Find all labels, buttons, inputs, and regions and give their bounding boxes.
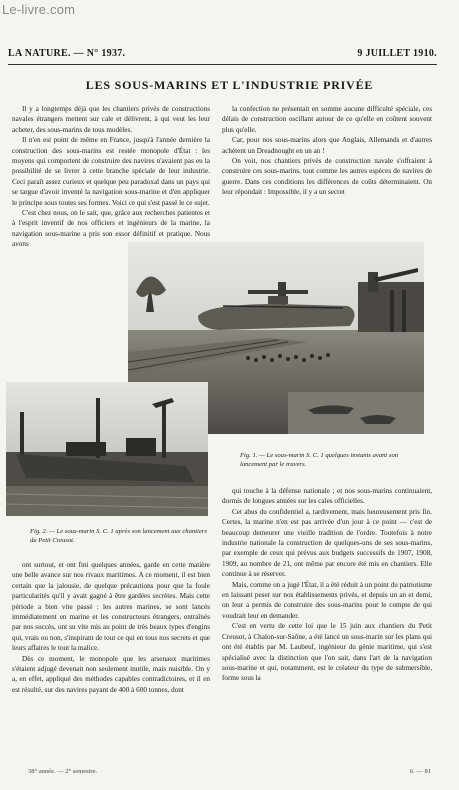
issue-date: 9 JUILLET 1910. (357, 48, 437, 59)
paragraph: Car, pour nos sous-marins alors que Anglais, Allemands et d'autres achètent un Dreadnought en un an ! (222, 136, 432, 155)
paragraph: Il y a longtemps déjà que les chantiers privés de constructions navales étrangers mettent sur cale et délivrent, à qui veut les leur acheter, des sous-marins de tous modèles. (12, 105, 210, 134)
figure-2-caption: Fig. 2. — Le sous-marin S. C. 1 après son lancement aux chantiers du Petit Creusot. (30, 528, 207, 544)
paragraph: C'est en vertu de cette loi que le 15 juin aux chantiers du Petit Creusot, à Chalon-sur-Saône, a été lancé un sous-marin sur les plans qui ont été établis par M. Laubeuf, ingénieur du génie maritime, qui s'est spécialisé avec la distinction que l'on sait, dans l'art de la navigation sous-marine et qui, notamment, est le créateur du type de submersible, forme sous la (222, 622, 432, 683)
submarine-afloat-image (6, 382, 208, 516)
paragraph: qui touche à la défense nationale ; et nos sous-marins continuaient, dormis de longues années sur les cales officielles. (222, 487, 432, 506)
paragraph: Il n'en est point de même en France, jusqu'à l'année dernière la construction des sous-marins est restée monopole d'État : les moyens qui comportent de construire des navires n'avaient pas eu la possibilité de se livrer à cette branche spéciale de leur industrie. Ceci paraît assez curieux et quelque peu paradoxal dans un pays qui se targue d'avoir inventé la navigation sous-marine et d'en appliquer le principe sous toutes ses formes. Voici ce qui s'est passé le ce sujet. (12, 136, 210, 207)
paragraph: ont surtout, et ont fini quelques années, garde en cette matière une belle avance sur nos rivaux maritimes. A ce moment, il est bien certain que la jalousie, de quelque précautions pour que la foule particularités qu'il y avait gagné à être gardées secrètes. Mais cette période a bien vite passé : les autres marines, se sont lancés immédiatement en marine et les constructeurs étrangers, entraînés par nos succès, ont su vite mis au point de très beaux types d'engins qui, vrais ou non, s'inspirant de tout ce qui en tous nos secrets et que leurs affaires le tout la malice. (12, 561, 210, 653)
paragraph: C'est chez nous, on le sait, que, grâce aux recherches patientes et à l'esprit inventif de nos officiers et ingénieurs de la marine, la navigation sous-marine a pris son essor définitif et pratique. Nous avons (12, 209, 210, 249)
page-footer (28, 768, 431, 775)
submarine-afloat-photo (6, 382, 208, 516)
figure-1-caption: Fig. 1. — Le sous-marin S. C. 1 quelques instants avant son lancement par le travers. (240, 452, 399, 468)
volume-info: 38° année. — 2° semestre. (28, 768, 98, 775)
paragraph: Mais, comme on a jugé l'État, il a été réduit à un point du patriotisme en laissant peser sur nos établissements privés, et depuis un an et demi, on leur a permis de construire des sous-marins pour le compte de qui voudrait leur en demander. (222, 580, 432, 620)
page-number: 6. — 81 (409, 768, 431, 775)
paragraph: Cet abus du confidentiel a, tardivement, mais heureusement pris fin. Certes, la marine n'en est pas arrivée d'un jour à ce point — c'est de beaucoup demeurer une vieille tradition de l'ordre. Toutefois à notre industrie nationale la construction de quelques-uns de ses sous-marins, par exemple de ceux qui prévus aux budgets successifs de 1907, 1908, 1909, au nombre de 21, ont même par encore été mis en chantiers. Elle continue à se réserver. (222, 507, 432, 579)
paragraph: la confection ne présentait en somme aucune difficulté spéciale, ces délais de construction oscillant autour de ce qu'elle en coûtent souvent plus qu'elle. (222, 105, 432, 134)
running-header (8, 48, 437, 62)
right-column-top (222, 104, 432, 232)
paragraph: On voit, nos chantiers privés de construction navale s'offraient à construire ces sous-marins, tout comme les autres espèces de navires de guerre. Dans ces conditions les différences de coûts déterminaient. On leur répondait : Impossible, il y a un secret (222, 157, 432, 197)
left-column-bottom (12, 560, 210, 760)
right-column-bottom (222, 486, 432, 760)
header-rule (8, 64, 437, 65)
article-title: LES SOUS-MARINS ET L'INDUSTRIE PRIVÉE (85, 78, 374, 92)
watermark-logo: Le-livre.com (2, 2, 76, 17)
journal-issue: LA NATURE. — N° 1937. (8, 48, 126, 59)
paragraph: Dès ce moment, le monopole que les arsenaux maritimes s'étaient adjugé devenait non seulement inutile, mais nuisible. On y a, en effet, appliqué des méthodes capables contradictoires, et il en est résulté, sur des navires payant de 400 à 600 tonnes, dont (12, 654, 210, 694)
